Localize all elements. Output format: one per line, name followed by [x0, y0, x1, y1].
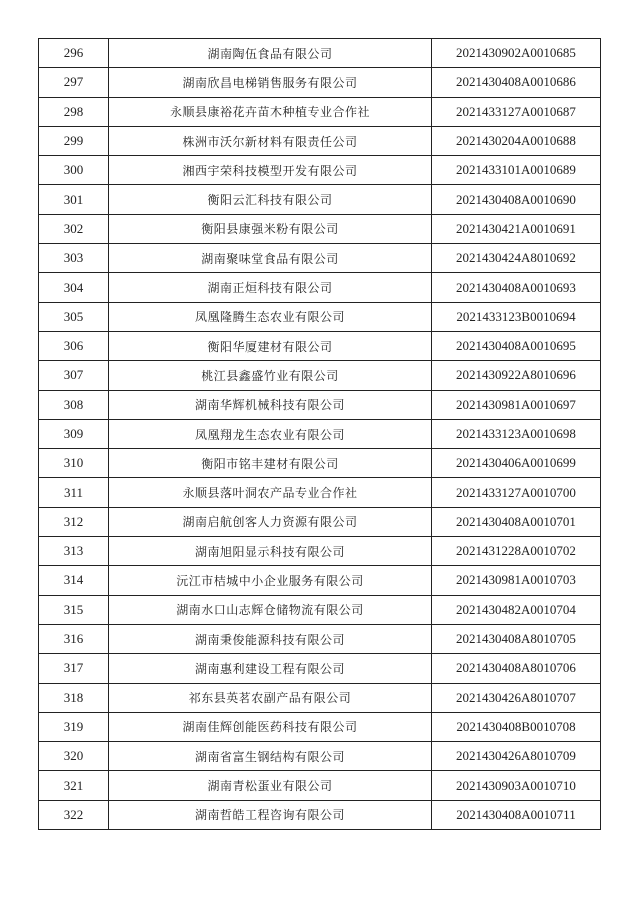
table-row	[39, 712, 601, 741]
row-number: 320	[39, 742, 109, 771]
company-name: 湘西宇荣科技模型开发有限公司	[109, 156, 432, 185]
row-number: 305	[39, 302, 109, 331]
row-number: 322	[39, 800, 109, 829]
row-number: 299	[39, 126, 109, 155]
registration-code: 2021433123B0010694	[432, 302, 601, 331]
company-name: 湖南陶伍食品有限公司	[109, 39, 432, 68]
row-number: 312	[39, 507, 109, 536]
row-number: 311	[39, 478, 109, 507]
row-number: 316	[39, 624, 109, 653]
company-name: 湖南哲皓工程咨询有限公司	[109, 800, 432, 829]
row-number: 317	[39, 654, 109, 683]
company-name: 湖南秉俊能源科技有限公司	[109, 624, 432, 653]
company-name: 凤凰翔龙生态农业有限公司	[109, 419, 432, 448]
table-row	[39, 537, 601, 566]
row-number: 296	[39, 39, 109, 68]
registration-code: 2021430426A8010709	[432, 742, 601, 771]
company-name: 湖南水口山志辉仓储物流有限公司	[109, 595, 432, 624]
company-name: 衡阳云汇科技有限公司	[109, 185, 432, 214]
row-number: 314	[39, 566, 109, 595]
company-name: 湖南正烜科技有限公司	[109, 273, 432, 302]
registration-code: 2021430922A8010696	[432, 361, 601, 390]
row-number: 298	[39, 97, 109, 126]
company-name: 湖南惠利建设工程有限公司	[109, 654, 432, 683]
table-row	[39, 361, 601, 390]
table-row	[39, 68, 601, 97]
registration-code: 2021430408A0010695	[432, 331, 601, 360]
row-number: 307	[39, 361, 109, 390]
table-row	[39, 742, 601, 771]
company-name: 湖南聚味堂食品有限公司	[109, 244, 432, 273]
registration-code: 2021430408A8010705	[432, 624, 601, 653]
registration-code: 2021433101A0010689	[432, 156, 601, 185]
registration-code: 2021430426A8010707	[432, 683, 601, 712]
registration-code: 2021430981A0010697	[432, 390, 601, 419]
row-number: 300	[39, 156, 109, 185]
table-row	[39, 156, 601, 185]
registration-code: 2021430424A8010692	[432, 244, 601, 273]
row-number: 313	[39, 537, 109, 566]
registration-code: 2021430406A0010699	[432, 449, 601, 478]
company-name: 衡阳市铭丰建材有限公司	[109, 449, 432, 478]
company-name: 永顺县康裕花卉苗木种植专业合作社	[109, 97, 432, 126]
table-row	[39, 39, 601, 68]
registration-code: 2021430482A0010704	[432, 595, 601, 624]
row-number: 303	[39, 244, 109, 273]
table-row	[39, 566, 601, 595]
table-row	[39, 595, 601, 624]
registration-code: 2021430408A8010706	[432, 654, 601, 683]
table-body	[39, 39, 601, 830]
table-row	[39, 302, 601, 331]
company-name: 湖南华辉机械科技有限公司	[109, 390, 432, 419]
registration-code: 2021430408A0010693	[432, 273, 601, 302]
registration-code: 2021430408A0010690	[432, 185, 601, 214]
table-row	[39, 331, 601, 360]
row-number: 306	[39, 331, 109, 360]
table-row	[39, 800, 601, 829]
row-number: 301	[39, 185, 109, 214]
row-number: 308	[39, 390, 109, 419]
company-name: 沅江市桔城中小企业服务有限公司	[109, 566, 432, 595]
company-name: 湖南佳辉创能医药科技有限公司	[109, 712, 432, 741]
registration-code: 2021433123A0010698	[432, 419, 601, 448]
registration-code: 2021430903A0010710	[432, 771, 601, 800]
company-name: 桃江县鑫盛竹业有限公司	[109, 361, 432, 390]
table-row	[39, 273, 601, 302]
row-number: 319	[39, 712, 109, 741]
registration-code: 2021431228A0010702	[432, 537, 601, 566]
table-row	[39, 624, 601, 653]
company-name: 湖南旭阳显示科技有限公司	[109, 537, 432, 566]
company-name: 湖南欣昌电梯销售服务有限公司	[109, 68, 432, 97]
row-number: 315	[39, 595, 109, 624]
table-row	[39, 478, 601, 507]
table-row	[39, 390, 601, 419]
company-name: 祁东县英茗农副产品有限公司	[109, 683, 432, 712]
table-row	[39, 507, 601, 536]
table-row	[39, 419, 601, 448]
company-name: 衡阳华厦建材有限公司	[109, 331, 432, 360]
registration-code: 2021433127A0010687	[432, 97, 601, 126]
company-name: 衡阳县康强米粉有限公司	[109, 214, 432, 243]
registration-code: 2021430408A0010711	[432, 800, 601, 829]
registration-code: 2021430902A0010685	[432, 39, 601, 68]
registration-code: 2021430204A0010688	[432, 126, 601, 155]
company-name: 湖南青松蛋业有限公司	[109, 771, 432, 800]
registration-code: 2021430408B0010708	[432, 712, 601, 741]
table-row	[39, 449, 601, 478]
row-number: 302	[39, 214, 109, 243]
table-row	[39, 683, 601, 712]
row-number: 297	[39, 68, 109, 97]
registration-code: 2021433127A0010700	[432, 478, 601, 507]
registration-code: 2021430981A0010703	[432, 566, 601, 595]
registration-code: 2021430421A0010691	[432, 214, 601, 243]
row-number: 318	[39, 683, 109, 712]
registration-code: 2021430408A0010701	[432, 507, 601, 536]
row-number: 304	[39, 273, 109, 302]
table-row	[39, 214, 601, 243]
table-row	[39, 244, 601, 273]
row-number: 309	[39, 419, 109, 448]
table-row	[39, 654, 601, 683]
table-row	[39, 185, 601, 214]
table-row	[39, 97, 601, 126]
company-table	[38, 38, 601, 830]
company-name: 湖南启航创客人力资源有限公司	[109, 507, 432, 536]
table-row	[39, 771, 601, 800]
company-name: 永顺县落叶洞农产品专业合作社	[109, 478, 432, 507]
company-name: 湖南省富生钢结构有限公司	[109, 742, 432, 771]
registration-code: 2021430408A0010686	[432, 68, 601, 97]
company-name: 株洲市沃尔新材料有限责任公司	[109, 126, 432, 155]
company-name: 凤凰隆腾生态农业有限公司	[109, 302, 432, 331]
row-number: 321	[39, 771, 109, 800]
table-row	[39, 126, 601, 155]
row-number: 310	[39, 449, 109, 478]
